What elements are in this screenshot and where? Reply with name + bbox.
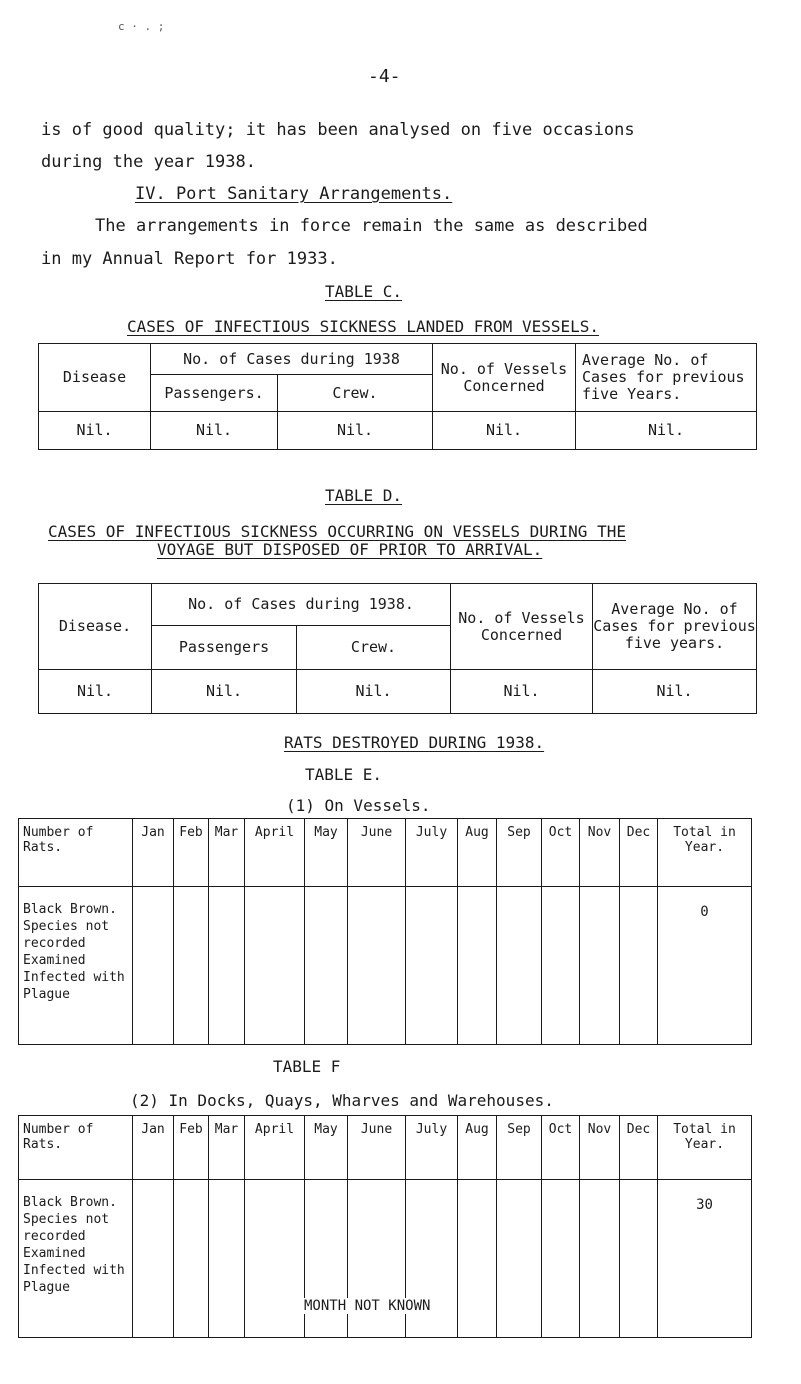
- table-f-header-june: June: [348, 1116, 406, 1180]
- table-f-cell-feb: [174, 1180, 209, 1338]
- table-e-cell-april: [245, 887, 305, 1045]
- table-f-cell-oct: [542, 1180, 580, 1338]
- table-c-label: TABLE C.: [325, 282, 403, 301]
- table-d-title-2: VOYAGE BUT DISPOSED OF PRIOR TO ARRIVAL.: [157, 540, 543, 559]
- table-c-title: CASES OF INFECTIOUS SICKNESS LANDED FROM VESSELS.: [127, 317, 600, 336]
- table-e-header-dec: Dec: [620, 819, 658, 887]
- table-e-header-oct: Oct: [542, 819, 580, 887]
- table-d-header-crew: Crew.: [297, 626, 451, 670]
- table-d-header-vessels: No. of Vessels Concerned: [451, 584, 593, 670]
- table-e-header-feb: Feb: [174, 819, 209, 887]
- table-f-label: TABLE F: [273, 1057, 341, 1076]
- table-d-cell-average: Nil.: [593, 670, 757, 714]
- table-e-row-label: Black Brown. Species not recorded Examined Infected with Plague: [19, 887, 133, 1045]
- intro-line-1: is of good quality; it has been analysed on five occasions: [41, 120, 635, 140]
- table-e-cell-oct: [542, 887, 580, 1045]
- table-e-header-jan: Jan: [133, 819, 174, 887]
- table-c-cell-crew: Nil.: [278, 412, 433, 450]
- table-e-header-total: Total in Year.: [658, 819, 752, 887]
- table-e-cell-jan: [133, 887, 174, 1045]
- table-f-cell-aug: [458, 1180, 497, 1338]
- table-c-header-cases: No. of Cases during 1938: [151, 344, 433, 375]
- table-f-header-dec: Dec: [620, 1116, 658, 1180]
- table-d-header-disease: Disease.: [39, 584, 152, 670]
- table-f-month-not-known-note: MONTH NOT KNOWN: [304, 1298, 431, 1314]
- table-e-cell-sep: [497, 887, 542, 1045]
- table-f-cell-april: [245, 1180, 305, 1338]
- table-f-header-april: April: [245, 1116, 305, 1180]
- table-c-header-vessels: No. of Vessels Concerned: [433, 344, 576, 412]
- table-e-header-july: July: [406, 819, 458, 887]
- table-e-header-sep: Sep: [497, 819, 542, 887]
- table-c-cell-vessels: Nil.: [433, 412, 576, 450]
- table-f-subtitle: (2) In Docks, Quays, Wharves and Warehouses.: [130, 1091, 554, 1110]
- table-d-cell-crew: Nil.: [297, 670, 451, 714]
- table-d-header-cases: No. of Cases during 1938.: [152, 584, 451, 626]
- table-e-label: TABLE E.: [305, 765, 383, 784]
- table-f-cell-nov: [580, 1180, 620, 1338]
- table-f-header-may: May: [305, 1116, 348, 1180]
- section-iv-text-2: in my Annual Report for 1933.: [41, 249, 338, 269]
- table-c-header-crew: Crew.: [278, 375, 433, 412]
- table-e-cell-total: 0: [658, 887, 752, 1045]
- rats-heading: RATS DESTROYED DURING 1938.: [284, 733, 545, 752]
- table-c-header-average: Average No. of Cases for previous five Years.: [576, 344, 757, 412]
- table-f-header-mar: Mar: [209, 1116, 245, 1180]
- table-f-header-oct: Oct: [542, 1116, 580, 1180]
- table-d-cell-passengers: Nil.: [152, 670, 297, 714]
- table-f-row-label: Black Brown. Species not recorded Examined Infected with Plague: [19, 1180, 133, 1338]
- page-number: -4-: [368, 66, 401, 87]
- table-e-cell-dec: [620, 887, 658, 1045]
- table-c-cell-average: Nil.: [576, 412, 757, 450]
- table-f-header-feb: Feb: [174, 1116, 209, 1180]
- table-f-header-jan: Jan: [133, 1116, 174, 1180]
- section-iv-text-1: The arrangements in force remain the same as described: [95, 216, 648, 236]
- table-f-cell-sep: [497, 1180, 542, 1338]
- table-d-title-1: CASES OF INFECTIOUS SICKNESS OCCURRING ON VESSELS DURING THE: [48, 522, 626, 541]
- intro-line-2: during the year 1938.: [41, 152, 256, 172]
- table-d-cell-vessels: Nil.: [451, 670, 593, 714]
- table-e-cell-nov: [580, 887, 620, 1045]
- table-e-cell-june: [348, 887, 406, 1045]
- table-f-header-july: July: [406, 1116, 458, 1180]
- table-e-header-may: May: [305, 819, 348, 887]
- table-e-cell-aug: [458, 887, 497, 1045]
- table-f-cell-dec: [620, 1180, 658, 1338]
- table-f-header-nov: Nov: [580, 1116, 620, 1180]
- table-e-cell-july: [406, 887, 458, 1045]
- table-c-cell-disease: Nil.: [39, 412, 151, 450]
- table-c-header-disease: Disease: [39, 344, 151, 412]
- table-f-cell-jan: [133, 1180, 174, 1338]
- table-c-cell-passengers: Nil.: [151, 412, 278, 450]
- table-e-header-aug: Aug: [458, 819, 497, 887]
- table-f-cell-mar: [209, 1180, 245, 1338]
- section-iv-heading: IV. Port Sanitary Arrangements.: [135, 184, 453, 204]
- table-f-header-total: Total in Year.: [658, 1116, 752, 1180]
- table-f-header-number: Number of Rats.: [19, 1116, 133, 1180]
- table-e-subtitle: (1) On Vessels.: [286, 796, 431, 815]
- table-f-header-aug: Aug: [458, 1116, 497, 1180]
- table-f-cell-total: 30: [658, 1180, 752, 1338]
- table-e-header-april: April: [245, 819, 305, 887]
- table-e-header-number: Number of Rats.: [19, 819, 133, 887]
- table-e-cell-feb: [174, 887, 209, 1045]
- table-e-cell-may: [305, 887, 348, 1045]
- table-e: [18, 818, 752, 1045]
- table-d-header-average: Average No. of Cases for previous five years.: [593, 584, 757, 670]
- table-c: [38, 343, 757, 450]
- table-c-header-passengers: Passengers.: [151, 375, 278, 412]
- corner-mark: c · . ;: [118, 20, 165, 33]
- table-e-header-june: June: [348, 819, 406, 887]
- table-e-header-mar: Mar: [209, 819, 245, 887]
- table-d-header-passengers: Passengers: [152, 626, 297, 670]
- table-f-header-sep: Sep: [497, 1116, 542, 1180]
- table-d-label: TABLE D.: [325, 486, 403, 505]
- table-e-cell-mar: [209, 887, 245, 1045]
- table-d-cell-disease: Nil.: [39, 670, 152, 714]
- table-d: [38, 583, 757, 714]
- table-e-header-nov: Nov: [580, 819, 620, 887]
